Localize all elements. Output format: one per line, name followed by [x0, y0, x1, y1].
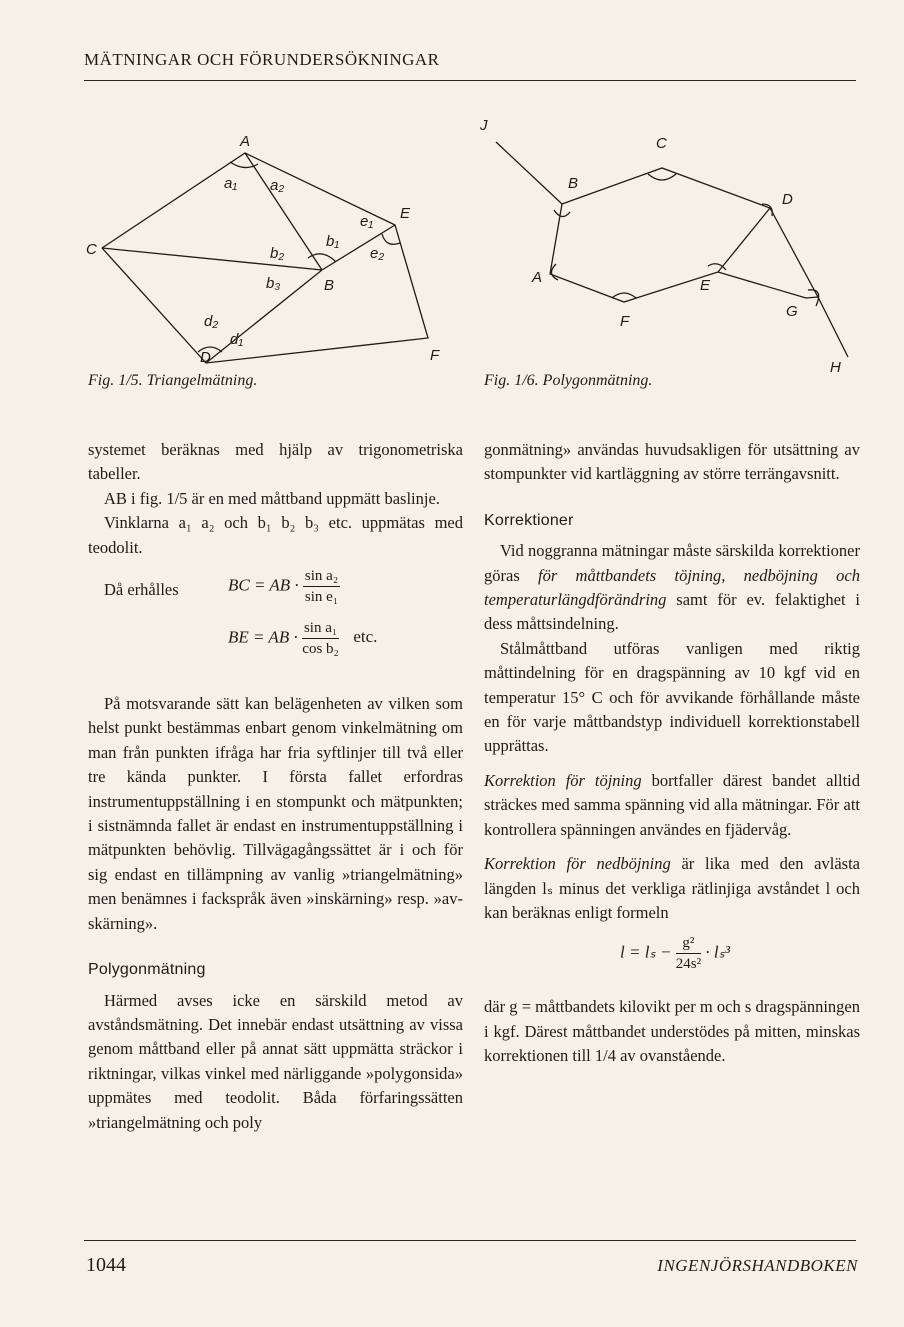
paragraph: Vinklarna a₁ a₂ och b₁ b₂ b₃ etc. uppmätas med teodolit. — [88, 513, 463, 557]
fig15-angle-b2: b₂ — [270, 245, 285, 262]
fig15-label-A: A — [240, 133, 251, 150]
page-number: 1044 — [86, 1254, 126, 1276]
formula-denominator: cos b₂ — [302, 641, 339, 658]
left-column — [88, 438, 463, 1135]
fig15-label-C: C — [86, 241, 97, 258]
formula-lhs: l = lₛ − — [620, 942, 676, 962]
fig15-arc-b — [308, 254, 336, 262]
formula-sag — [484, 925, 860, 995]
formula-denominator: sin e₁ — [304, 589, 339, 606]
formula-numerator: sin a₂ — [303, 566, 340, 587]
paragraph: Stålmåttband utföras vanligen med riktig måttindelning för en dragspänning av 10 kgf vid en temperatur 15° C och för avvikande förhållande måste en för varje måttbandstyp individuell korrektionstabell upprättas. — [484, 638, 860, 756]
text-run: är lika med den avlästa längden lₛ minus det verkliga rätlinjiga avståndet l och kan beräknas enligt formeln — [484, 854, 860, 922]
paragraph: gonmätning» användas huvudsakligen för utsättning av stompunkter vid kartläggning av större terrängavsnitt. — [484, 440, 860, 484]
fig15-angle-a1: a₁ — [224, 175, 238, 192]
formula-sag-expression — [620, 933, 730, 974]
book-title: INGENJÖRSHANDBOKEN — [657, 1256, 858, 1275]
fig16-traverse — [496, 142, 848, 357]
formula-etc: etc. — [353, 627, 378, 647]
paragraph: systemet beräknas med hjälp av trigonometriska tabeller. — [88, 440, 463, 484]
footer-rule — [84, 1240, 856, 1241]
paragraph: På motsvarande sätt kan belägenheten av vilken som helst punkt bestämmas enbart genom vinkelmätning om man från punkten ifråga har fria syftlinjer till två eller tre kända punkter. I första fallet erfordras instrumentuppställning i en stompunkt och mätpunkten; i sistnämnda fallet är endast en instrumentuppställning i mätpunkten behövlig. Tillvägagångssättet är i och för sig endast en tillämpning av vanlig »triangelmätning» men benämnes i fackspråk även »inskärning» resp. »avskärning». — [88, 694, 463, 933]
formula-fraction — [302, 618, 339, 659]
spacer — [484, 759, 860, 769]
paragraph — [484, 539, 860, 637]
formula-numerator: sin a₁ — [302, 618, 339, 639]
formula-block — [88, 568, 463, 692]
right-column — [484, 438, 860, 1069]
fig16-arc-a — [551, 264, 558, 280]
paragraph: Härmed avses icke en särskild metod av avståndsmätning. Det innebär endast utsättning av vissa genom måttband eller på annat sätt uppmätta sträckor i riktningar, vilkas vinkel med närliggande »polygonsida» uppmätes med teodolit. Båda förfaringssätten »triangelmätning och poly — [88, 990, 463, 1132]
header-rule — [84, 80, 856, 81]
caption-fig16: Fig. 1/6. Polygonmätning. — [484, 372, 653, 389]
spacer — [88, 936, 463, 958]
fig16-arc-b — [554, 210, 570, 217]
formula-lhs: BC = AB · — [228, 575, 303, 595]
fig16-label-B: B — [568, 175, 579, 192]
fig16-eg — [718, 272, 818, 298]
fig15-label-F: F — [430, 347, 440, 364]
fig16-lower-chain — [550, 204, 770, 302]
fig15-angle-a2: a₂ — [270, 177, 285, 194]
fig16-label-C: C — [656, 135, 667, 152]
fig16-label-E: E — [700, 277, 711, 294]
fig15-label-E: E — [400, 205, 411, 222]
fig15-label-D: D — [200, 349, 211, 366]
fig15-label-B: B — [324, 277, 335, 294]
paragraph — [484, 769, 860, 842]
fig15-angle-e2: e₂ — [370, 245, 385, 262]
fig15-angle-d1: d₁ — [230, 331, 244, 348]
fig16-label-G: G — [786, 303, 798, 320]
fig16-label-J: J — [480, 117, 488, 134]
formula-bc — [228, 566, 340, 607]
formula-be — [228, 618, 377, 659]
section-heading-korrektioner: Korrektioner — [484, 511, 574, 529]
fig16-label-H: H — [830, 359, 841, 374]
section-heading-polygon: Polygonmätning — [88, 961, 206, 979]
fig15-angle-e1: e₁ — [360, 213, 374, 230]
fig16-label-D: D — [782, 191, 793, 208]
spacer — [484, 487, 860, 509]
formula-fraction — [676, 933, 701, 974]
spacer — [484, 842, 860, 852]
text-run: bortfaller därest bandet alltid sträckes med samma spänning vid alla mätningar. För att kontrollera spänningen användes en fjädervåg. — [484, 770, 860, 839]
paragraph: där g = måttbandets kilovikt per m och s dragspänningen i kgf. Därest måttbandet understödes på mitten, minskas korrektionen till 1/4 av ovanstående. — [484, 997, 860, 1066]
fig16-arc-f — [612, 293, 636, 298]
text-run-emphasis: för måttbandets töjning, nedböjning och temperaturlängdförändring — [484, 565, 860, 610]
paragraph — [484, 852, 860, 925]
fig15-arc-a — [230, 162, 258, 168]
fig15-angle-b3: b₃ — [266, 275, 281, 292]
figure-triangulation — [80, 130, 450, 375]
text-run: Vid noggranna mätningar måste särskilda korrektioner göras — [484, 541, 860, 585]
fig15-angle-b1: b₁ — [326, 233, 340, 250]
fig15-arc-e — [382, 234, 400, 244]
caption-fig15: Fig. 1/5. Triangelmätning. — [88, 372, 258, 389]
formula-rhs: · lₛ³ — [705, 942, 730, 962]
fig15-angle-d2: d₂ — [204, 313, 219, 330]
fig16-arc-c — [648, 174, 676, 180]
text-run-emphasis: Korrektion för töjning — [484, 770, 642, 790]
text-run-emphasis: Korrektion för nedböjning — [484, 854, 671, 874]
formula-fraction — [303, 566, 340, 607]
formula-numerator: g² — [676, 933, 701, 954]
figure-polygon — [476, 112, 866, 374]
text-run: samt för ev. felaktighet i dess måttsindelning. — [484, 590, 860, 634]
fig15-line-bd — [206, 270, 322, 363]
fig15-line-cb — [102, 248, 322, 270]
fig16-label-A: A — [532, 269, 543, 286]
paragraph: AB i fig. 1/5 är en med måttband uppmätt baslinje. — [104, 488, 440, 508]
formula-label: Då erhålles — [104, 580, 179, 600]
running-head: MÄTNINGAR OCH FÖRUNDERSÖKNINGAR — [84, 50, 440, 69]
formula-denominator: 24s² — [675, 956, 702, 973]
formula-lhs: BE = AB · — [228, 627, 302, 647]
fig16-label-F: F — [620, 313, 630, 330]
